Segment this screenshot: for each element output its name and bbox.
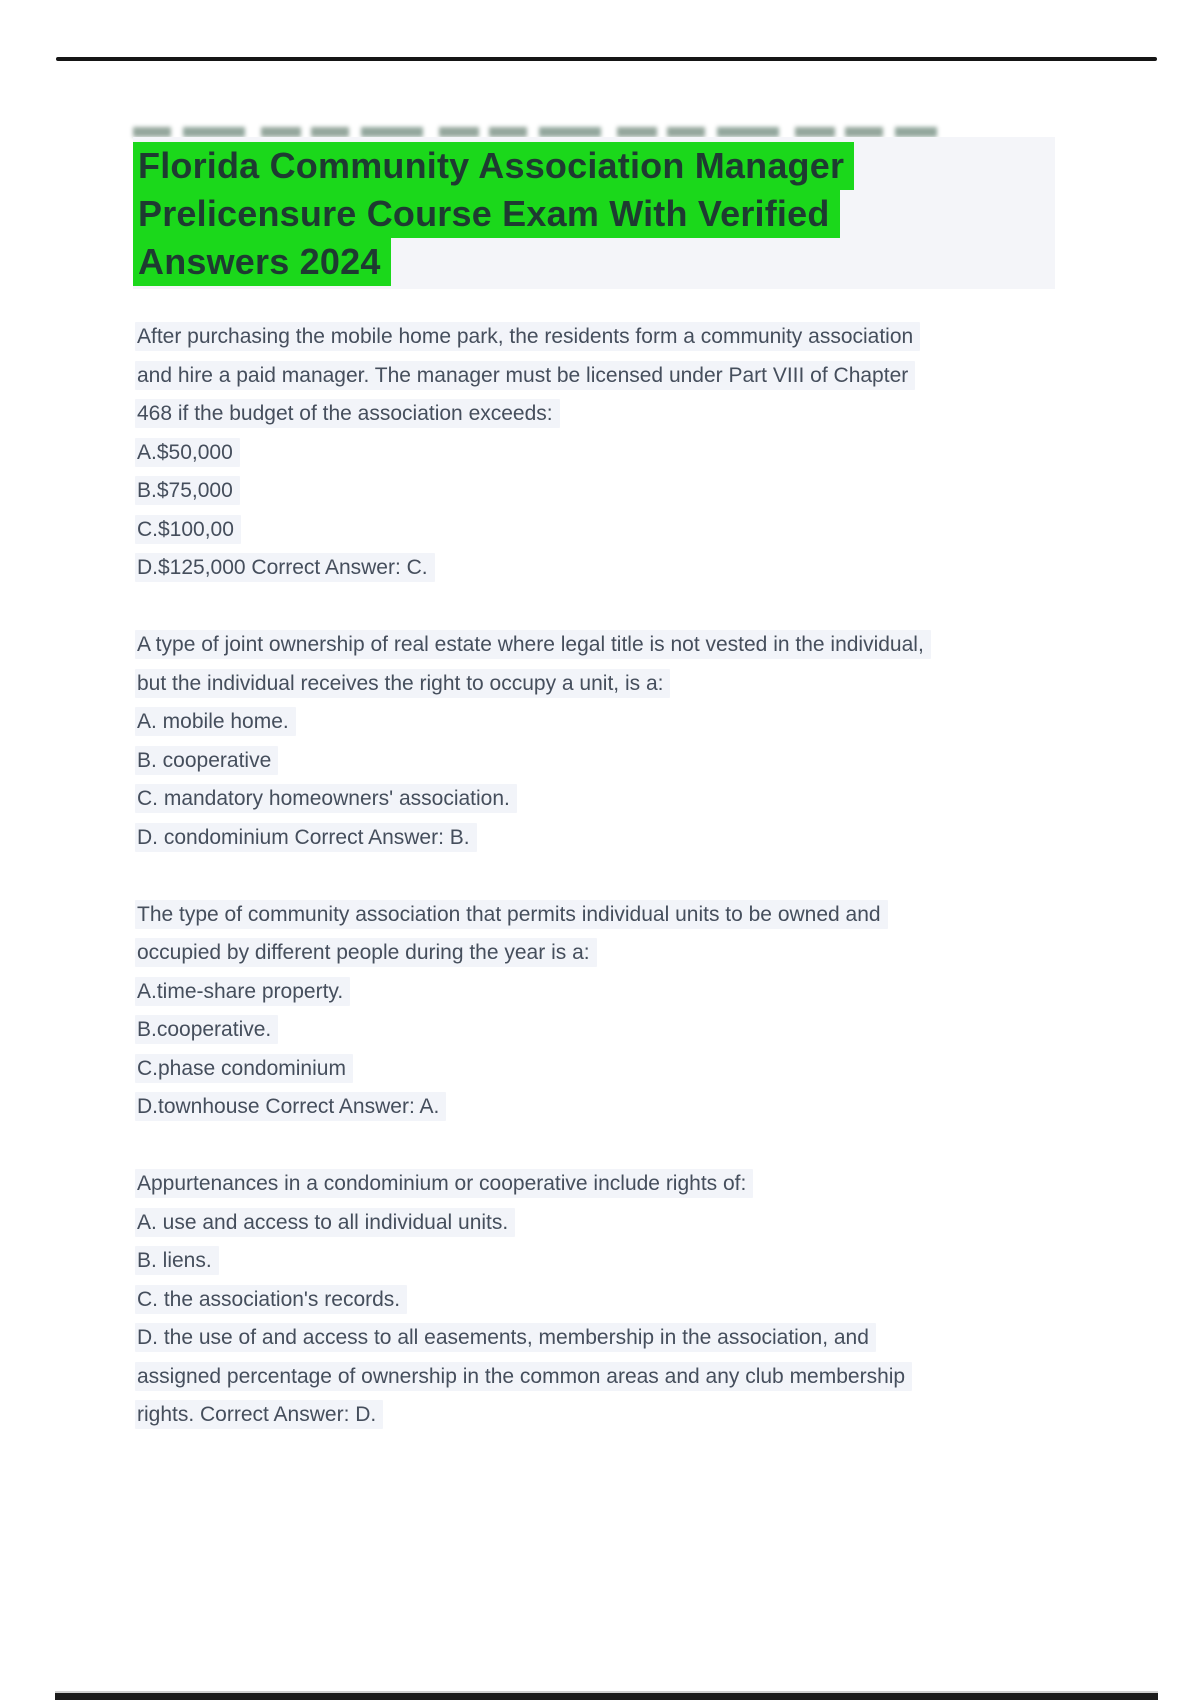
question-2-option-a: A. mobile home. [135, 703, 1085, 742]
question-1-option-d-with-answer: D.$125,000 Correct Answer: C. [135, 549, 1085, 588]
bottom-rule-line [55, 1693, 1158, 1700]
page-title-line-3 [133, 238, 1055, 286]
question-4-option-a: A. use and access to all individual units. [135, 1204, 1085, 1243]
page-title-line-2 [133, 190, 1055, 238]
question-block-1 [135, 318, 1085, 588]
question-3-text-line: occupied by different people during the year is a: [135, 934, 1085, 973]
question-1-text-line: After purchasing the mobile home park, the residents form a community association [135, 318, 1085, 357]
question-1-option-a: A.$50,000 [135, 434, 1085, 473]
question-4-text-line: Appurtenances in a condominium or cooperative include rights of: [135, 1165, 1085, 1204]
question-2-text-line: but the individual receives the right to occupy a unit, is a: [135, 665, 1085, 704]
question-4-option-d-with-answer: rights. Correct Answer: D. [135, 1396, 1085, 1435]
question-3-option-c: C.phase condominium [135, 1050, 1085, 1089]
question-4-option-d-line-1: D. the use of and access to all easements, membership in the association, and [135, 1319, 1085, 1358]
question-1-text-line: 468 if the budget of the association exceeds: [135, 395, 1085, 434]
question-2-option-d-with-answer: D. condominium Correct Answer: B. [135, 819, 1085, 858]
page-title-highlight: Prelicensure Course Exam With Verified [133, 190, 840, 238]
page-title-highlight: Answers 2024 [133, 238, 391, 286]
top-rule-line [56, 57, 1157, 61]
title-panel [133, 137, 1055, 289]
question-3-option-a: A.time-share property. [135, 973, 1085, 1012]
page-title-highlight: Florida Community Association Manager [133, 142, 854, 190]
question-4-option-c: C. the association's records. [135, 1281, 1085, 1320]
question-1-text-line: and hire a paid manager. The manager must be licensed under Part VIII of Chapter [135, 357, 1085, 396]
question-2-option-b: B. cooperative [135, 742, 1085, 781]
page-title-line-1 [133, 142, 1055, 190]
question-3-text-line: The type of community association that permits individual units to be owned and [135, 896, 1085, 935]
question-3-option-b: B.cooperative. [135, 1011, 1085, 1050]
question-block-3 [135, 896, 1085, 1127]
question-1-option-c: C.$100,00 [135, 511, 1085, 550]
question-1-option-b: B.$75,000 [135, 472, 1085, 511]
question-4-option-b: B. liens. [135, 1242, 1085, 1281]
question-block-4 [135, 1165, 1085, 1435]
question-block-2 [135, 626, 1085, 857]
question-3-option-d-with-answer: D.townhouse Correct Answer: A. [135, 1088, 1085, 1127]
question-4-option-d-line-2: assigned percentage of ownership in the common areas and any club membership [135, 1358, 1085, 1397]
exam-content [135, 318, 1085, 1473]
question-2-option-c: C. mandatory homeowners' association. [135, 780, 1085, 819]
blurred-cropped-text-artifact [133, 127, 937, 137]
question-2-text-line: A type of joint ownership of real estate where legal title is not vested in the individual, [135, 626, 1085, 665]
